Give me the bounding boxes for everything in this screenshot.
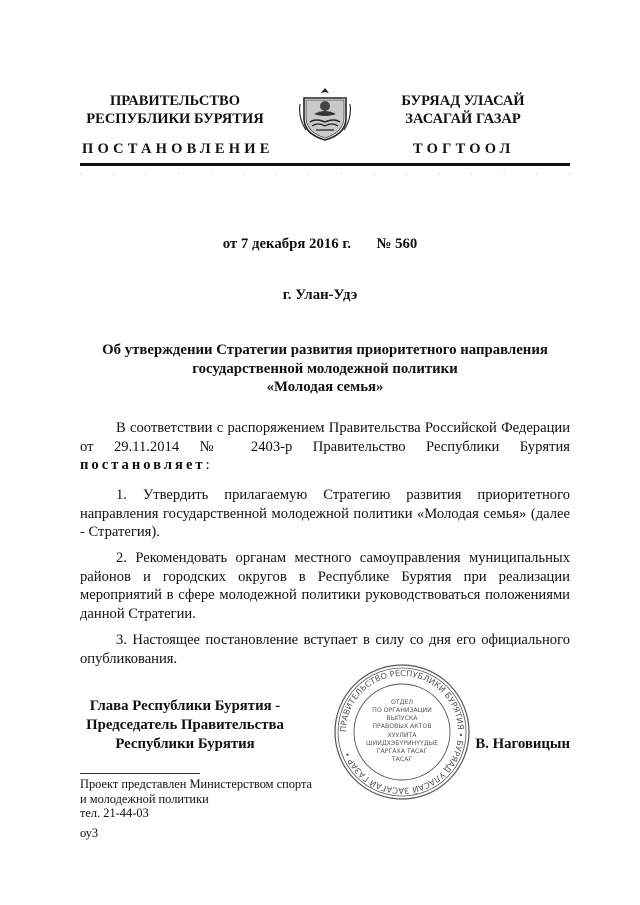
title-line1: Об утверждении Стратегии развития приоритетного направления [102, 342, 548, 358]
signature-title [80, 697, 290, 754]
stamp-inner-line-5: ХУУЛИТА [387, 732, 417, 739]
intro-verb: постановляет [80, 457, 206, 473]
header-right-doc-type: ТОГТООЛ [413, 141, 515, 157]
header-left-line1: ПРАВИТЕЛЬСТВО [110, 93, 240, 109]
footer-code: оу3 [80, 826, 99, 840]
document-date: от 7 декабря 2016 г. [222, 236, 352, 252]
item-2: 2. Рекомендовать органам местного самоуправления муниципальных районов и городских округов в Республике Бурятия при реализации мероприятий в сфере молодежной политики руководствоваться положениями данной Стратегии. [80, 550, 570, 622]
footer-line1: Проект представлен Министерством спорта [80, 777, 313, 791]
footer-line2: и молодежной политики [80, 791, 209, 806]
stamp-inner-line-8: ТАСАГ [391, 756, 413, 763]
intro-colon: : [205, 457, 210, 473]
title-line2: государственной молодежной политики [192, 360, 458, 377]
date-number-line [0, 236, 640, 253]
stamp-inner-line-7: ГАРГАХА ТАСАГ [376, 748, 428, 755]
item-3: 3. Настоящее постановление вступает в силу со дня его официального опубликования. [80, 632, 570, 667]
stamp-inner-line-2: ПО ОРГАНИЗАЦИИ [372, 707, 432, 714]
header-right-line1: БУРЯАД УЛАСАЙ [401, 93, 525, 109]
document-number: № 560 [376, 236, 418, 252]
intro-paragraph [80, 419, 570, 475]
document-title [80, 341, 570, 397]
header-right-org [388, 92, 538, 128]
stamp-inner-line-3: ВЫПУСКА [386, 715, 418, 722]
footer-line3: тел. 21-44-03 [80, 806, 149, 820]
footer-note [80, 777, 380, 821]
header-rule [80, 163, 570, 166]
signatory-name: В. Наговицын [475, 736, 570, 752]
header-right-line2: ЗАСАГАЙ ГАЗАР [405, 111, 521, 127]
stamp-inner-line-4: ПРАВОВЫХ АКТОВ [372, 723, 432, 730]
header-left-doc-type: ПОСТАНОВЛЕНИЕ [82, 141, 274, 157]
emblem-icon [296, 84, 354, 142]
title-line3: «Молодая семья» [266, 379, 384, 395]
header-left-line2: РЕСПУБЛИКИ БУРЯТИЯ [86, 111, 264, 127]
header-dots: . . . . . . . . . . . . . . . . [80, 170, 570, 176]
item-1: 1. Утвердить прилагаемую Стратегию развития приоритетного направления государственной молодежной политики «Молодая семья» (далее - Стратегия). [80, 487, 570, 540]
signature-title-line1: Глава Республики Бурятия - [89, 698, 281, 714]
signature-title-line2: Председатель Правительства [86, 717, 284, 733]
footer-rule [80, 773, 200, 774]
signature-title-line3: Республики Бурятия [115, 736, 255, 752]
stamp-inner-line-6: ШИИДХЭБҮРИНҮҮДЫЕ [365, 740, 439, 747]
intro-text: В соответствии с распоряжением Правительства Российской Федерации от 29.11.2014 № 2403-р Правительство Республики Бурятия [80, 420, 570, 455]
city: г. Улан-Удэ [282, 287, 358, 303]
stamp-inner-line-1: ОТДЕЛ [390, 699, 414, 706]
header-left-org [80, 92, 270, 128]
stamp-outer-text: ПРАВИТЕЛЬСТВО РЕСПУБЛИКИ БУРЯТИЯ • БУРЯАД УЛАСАЙ ЗАСАГАЙ ГАЗАР • [337, 667, 467, 797]
